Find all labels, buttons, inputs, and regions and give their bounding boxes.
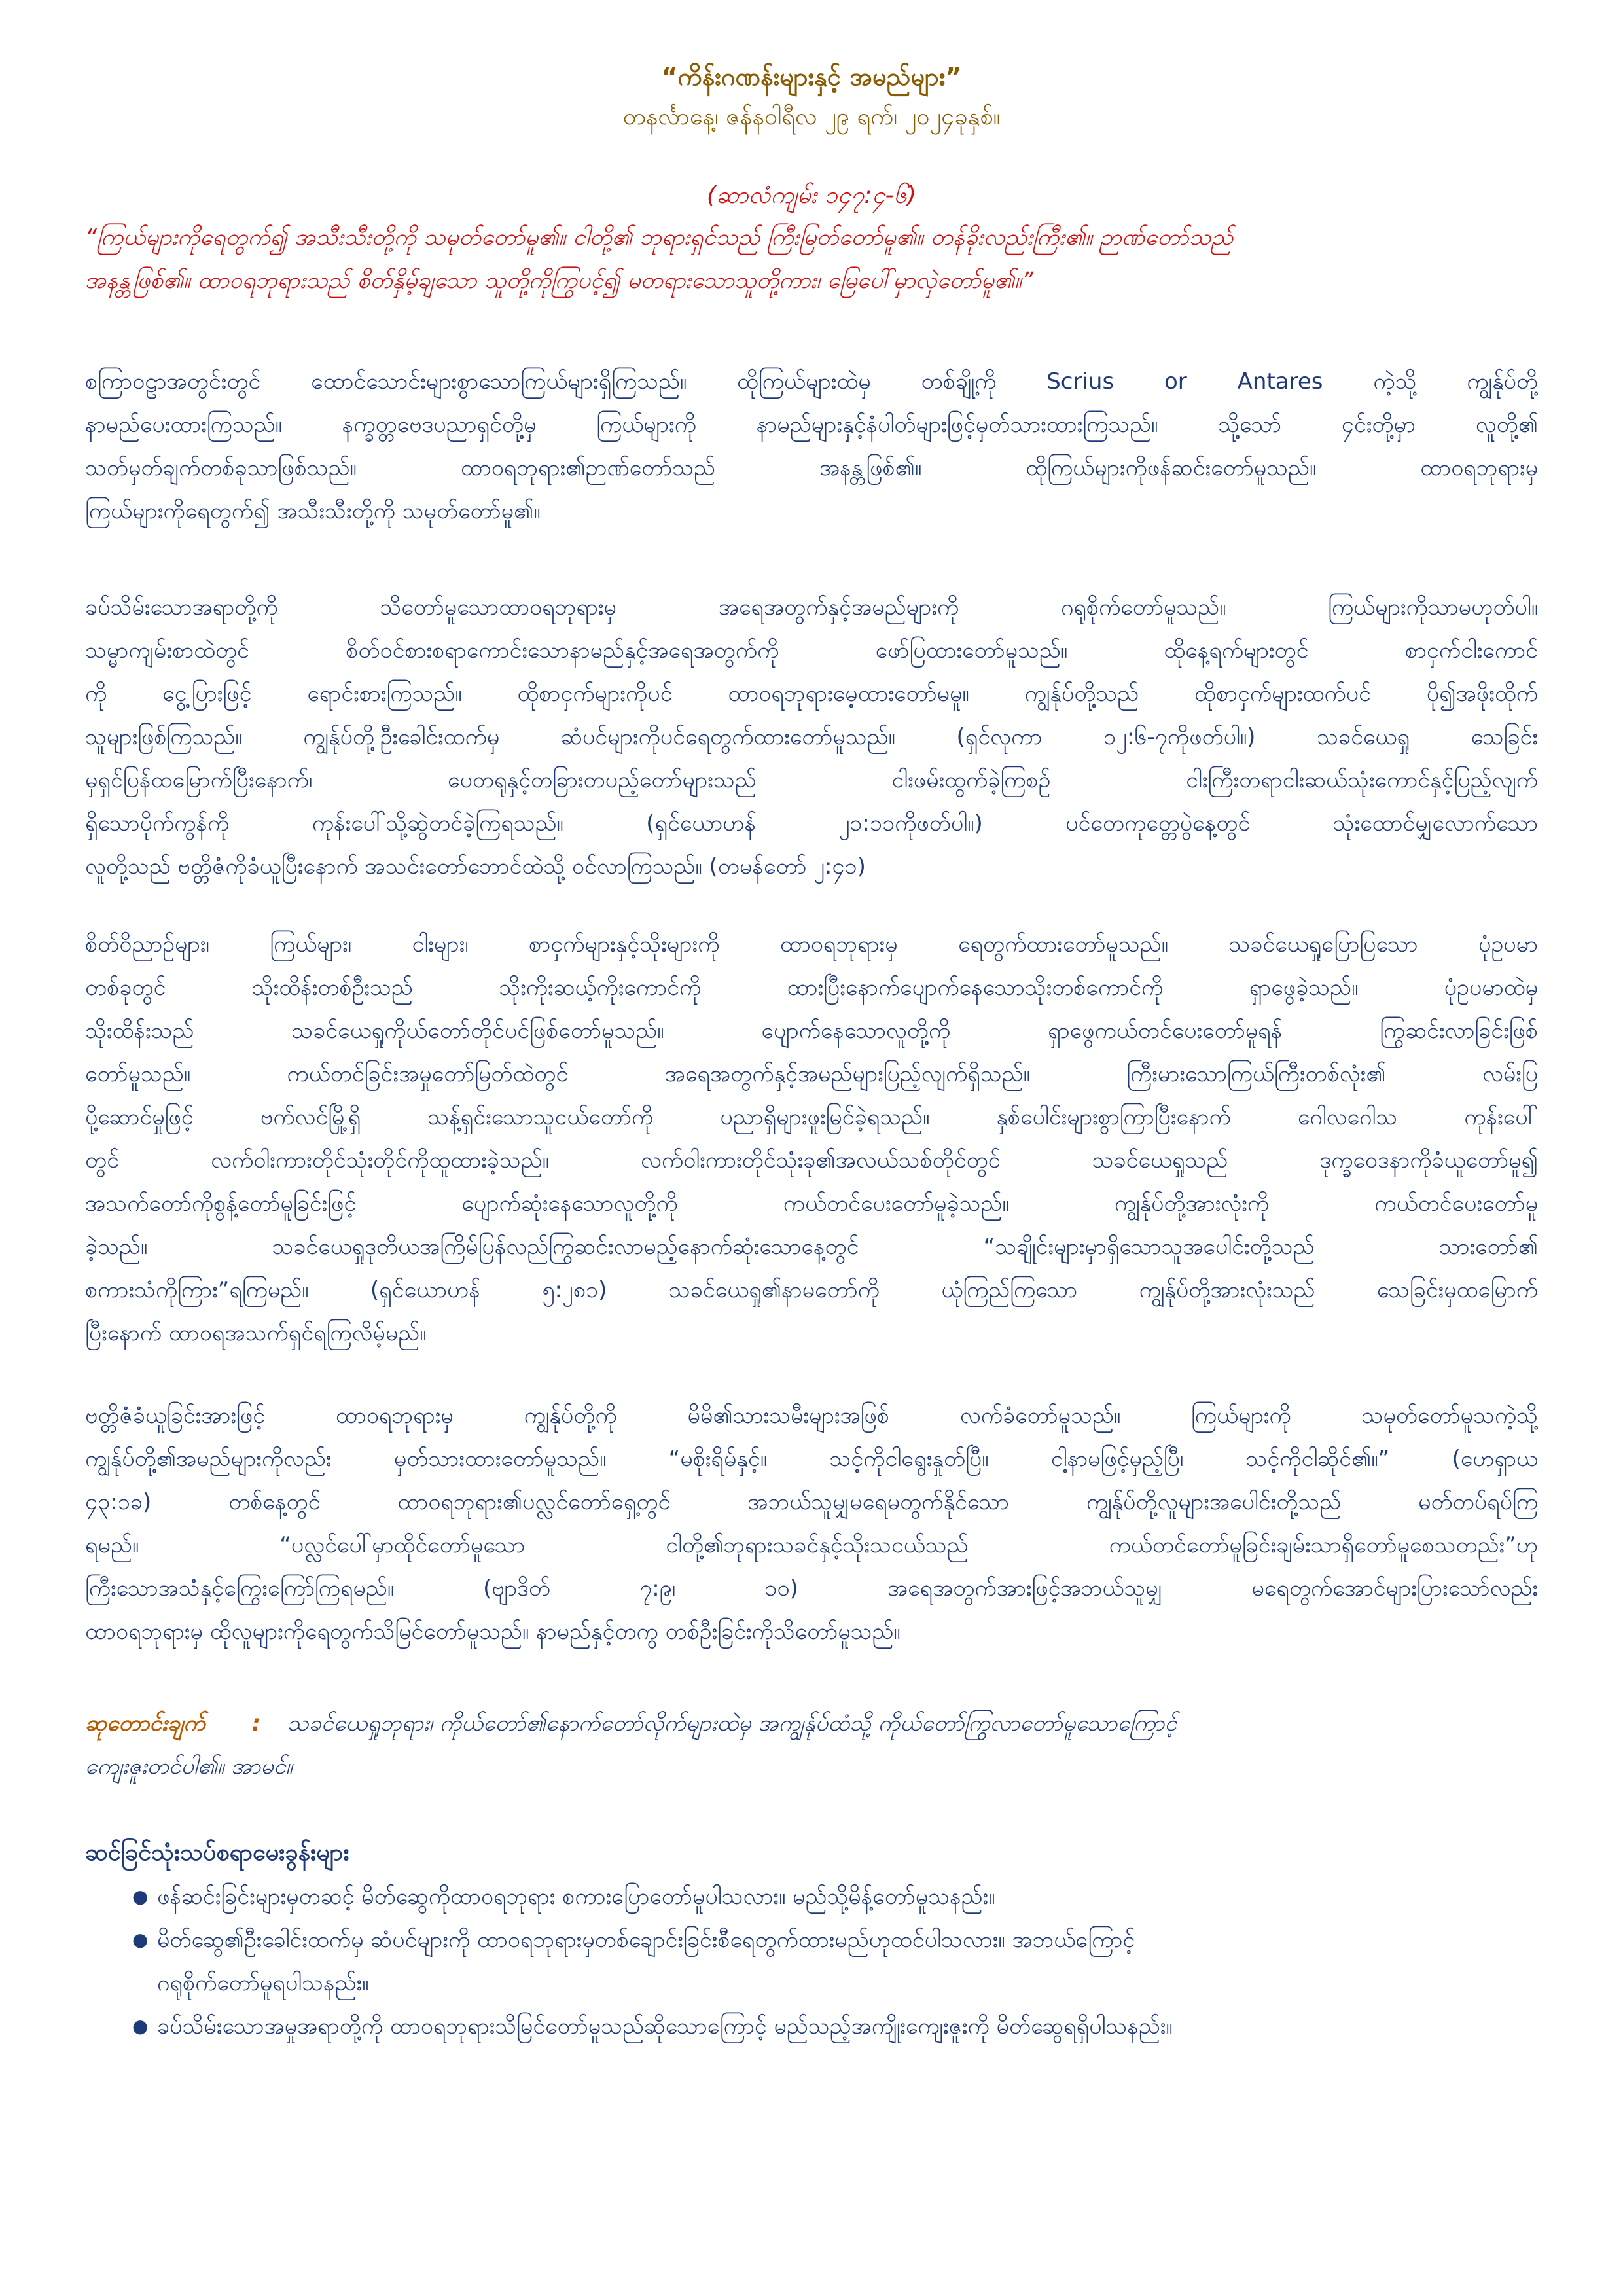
prayer-line [85,1702,1538,1745]
paragraph-line: စကားသံကိုကြား”ရကြမည်။ (ရှင်ယောဟန် ၅:၂၈၁) သခင်ယေရှု၏နာမတော်ကို ယုံကြည်ကြသော ကျွန်ုပ်တို့အားလုံးသည် သေခြင်းမှထမြောက် [85,1277,1538,1303]
question-line: မိတ်ဆွေ၏ဦးခေါင်းထက်မှ ဆံပင်များကို ထာဝရဘုရားမှတစ်ချောင်းခြင်းစီရေတွက်ထားမည်ဟုထင်ပါသလား။ အဘယ်ကြောင့် [157,1927,1135,1953]
paragraph-line: စကြာဝဠာအတွင်းတွင် ထောင်သောင်းများစွာသောကြယ်များရှိကြသည်။ ထိုကြယ်များထဲမှ တစ်ချို့ကို Scrius or Antares ကဲ့သို့ ကျွန်ုပ်တို့ [85,368,1538,395]
bullet-icon: ● [132,1886,149,1907]
questions-list [85,1875,1538,2048]
question-item [85,1875,1538,1918]
question-item [85,1918,1538,2005]
paragraph-3 [85,923,1538,1355]
paragraph-line: ရှိသောပိုက်ကွန်ကို ကုန်းပေါ်သို့ဆွဲတင်ခဲ့ကြရသည်။ (ရှင်ယောဟန် ၂၁:၁၁ကိုဖတ်ပါ။) ပင်တေကုတ္တေပွဲနေ့တွင် သုံးထောင်မျှလောက်သော [85,810,1538,836]
paragraph-line: ပို့ဆောင်မှုဖြင့် ဗက်လင်မြို့ရှိ သန့်ရှင်းသောသူငယ်တော်ကို ပညာရှိများဖူးမြင်ခဲ့ရသည်။ နှစ်ပေါင်းများစွာကြာပြီးနောက် ဂေါလဂေါသ ကုန်းပေါ် [85,1104,1538,1130]
paragraph-line: တစ်ခုတွင် သိုးထိန်းတစ်ဦးသည် သိုးကိုးဆယ့်ကိုးကောင်ကို ထားပြီးနောက်ပျောက်နေသောသိုးတစ်ကောင်ကို ရှာဖွေခဲ့သည်။ ပုံဥပမာထဲမှ [85,975,1538,1001]
paragraph-1 [85,360,1538,533]
paragraph-line: ပြီးနောက် ထာဝရအသက်ရှင်ရကြလိမ့်မည်။ [85,1320,427,1346]
paragraph-line: ကြီးသောအသံနှင့်ကြွေးကြော်ကြရမည်။ (ဗျာဒိတ် ၇:၉၊ ၁၀) အရေအတွက်အားဖြင့်အဘယ်သူမျှ မရေတွက်အောင်များပြားသော်လည်း [85,1575,1538,1602]
prayer-text-continued: ကျေးဇူးတင်ပါ၏။ အာမင်။ [85,1753,293,1780]
questions-heading: ဆင်ခြင်သုံးသပ်စရာမေးခွန်းများ [85,1839,349,1866]
verse-line: “ကြယ်များကိုရေတွက်၍ အသီးသီးတို့ကို သမုတ်တော်မူ၏။ ငါတို့၏ ဘုရားရှင်သည် ကြီးမြတ်တော်မူ၏။ တန်ခိုးလည်းကြီး၏။ ဉာဏ်တော်သည် [85,224,1234,251]
prayer-text: သခင်ယေရှုဘုရား၊ ကိုယ်တော်၏နောက်တော်လိုက်များထဲမှ အကျွန်ုပ်ထံသို့ ကိုယ်တော်ကြွလာတော်မူသောကြောင့် [287,1710,1177,1736]
verse-line: အနန္တဖြစ်၏။ ထာဝရဘုရားသည် စိတ်နှိမ့်ချသော သူတို့ကိုကြွပင့်၍ မတရားသောသူတို့ကား၊ မြေပေါ်မှာလှဲတော်မူ၏။” [85,268,1034,294]
paragraph-2 [85,586,1538,888]
paragraph-line: ရမည်။ “ပလ္လင်ပေါ်မှာထိုင်တော်မူသော ငါတို့၏ဘုရားသခင်နှင့်သိုးသငယ်သည် ကယ်တင်တော်မူခြင်းချမ်းသာရှိတော်မူစေသတည်း”ဟု [85,1532,1538,1558]
paragraph-line: သမ္မာကျမ်းစာထဲတွင် စိတ်ဝင်စားစရာကောင်းသောနာမည်နှင့်အရေအတွက်ကို ဖော်ပြထားတော်မူသည်။ ထိုနေ့ရက်များတွင် စာငှက်ငါးကောင် [85,637,1538,664]
paragraph-line: စိတ်ဝိညာဉ်များ၊ ကြယ်များ၊ ငါးများ၊ စာငှက်များနှင့်သိုးများကို ထာဝရဘုရားမှ ရေတွက်ထားတော်မူသည်။ သခင်ယေရှုပြောပြသော ပုံဥပမာ [85,931,1538,958]
prayer-separator: : [251,1710,261,1736]
question-line: ဂရုစိုက်တော်မူရပါသနည်း။ [157,1970,369,1996]
paragraph-line: အသက်တော်ကိုစွန့်တော်မူခြင်းဖြင့် ပျောက်ဆုံးနေသောလူတို့ကို ကယ်တင်ပေးတော်မူခဲ့သည်။ ကျွန်ုပ်တို့အားလုံးကို ကယ်တင်ပေးတော်မူ [85,1191,1538,1217]
paragraph-line: ကြယ်များကိုရေတွက်၍ အသီးသီးတို့ကို သမုတ်တော်မူ၏။ [85,498,541,524]
paragraph-line: ခဲ့သည်။ သခင်ယေရှုဒုတိယအကြိမ်ပြန်လည်ကြွဆင်းလာမည့်နောက်ဆုံးသောနေ့တွင် “သချိုင်းများမှာရှိသောသူအပေါင်းတို့သည် သားတော်၏ [85,1234,1538,1260]
paragraph-line: လူတို့သည် ဗတ္တိဇံကိုခံယူပြီးနောက် အသင်းတော်ဘောင်ထဲသို့ ဝင်လာကြသည်။ (တမန်တော် ၂:၄၁) [85,853,866,880]
paragraph-line: တော်မူသည်။ ကယ်တင်ခြင်းအမှုတော်မြတ်ထဲတွင် အရေအတွက်နှင့်အမည်များပြည့်လျက်ရှိသည်။ ကြီးမားသောကြယ်ကြီးတစ်လုံး၏ လမ်းပြ [85,1061,1538,1087]
paragraph-4 [85,1394,1538,1653]
paragraph-line: ၄၃:၁ခ) တစ်နေ့တွင် ထာဝရဘုရား၏ပလ္လင်တော်ရှေ့တွင် အဘယ်သူမျှမရေမတွက်နိုင်သော ကျွန်ုပ်တို့လူများအပေါင်းတို့သည် မတ်တပ်ရပ်ကြ [85,1489,1538,1515]
paragraph-line: သိုးထိန်းသည် သခင်ယေရှုကိုယ်တော်တိုင်ပင်ဖြစ်တော်မူသည်။ ပျောက်နေသောလူတို့ကို ရှာဖွေကယ်တင်ပေးတော်မူရန် ကြွဆင်းလာခြင်းဖြစ် [85,1018,1538,1044]
prayer-label: ဆုတောင်းချက် [85,1710,205,1736]
verse-reference: (ဆာလံကျမ်း ၁၄၇:၄-၆) [707,182,916,209]
paragraph-line: ခပ်သိမ်းသောအရာတို့ကို သိတော်မူသောထာဝရဘုရားမှ အရေအတွက်နှင့်အမည်များကို ဂရုစိုက်တော်မူသည်။ ကြယ်များကိုသာမဟုတ်ပါ။ [85,594,1538,620]
paragraph-line: ဗတ္တိဇံခံယူခြင်းအားဖြင့် ထာဝရဘုရားမှ ကျွန်ုပ်တို့ကို မိမိ၏သားသမီးများအဖြစ် လက်ခံတော်မူသည်။ ကြယ်များကို သမုတ်တော်မူသကဲ့သို့ [85,1403,1538,1429]
bullet-icon: ● [132,2015,149,2037]
page-date: တနင်္လာနေ့၊ ဇန်နဝါရီလ ၂၉ ရက်၊ ၂၀၂၄ခုနှစ်။ [622,103,1001,130]
paragraph-line: မှရှင်ပြန်ထမြောက်ပြီးနောက်၊ ပေတရုနှင့်တခြားတပည့်တော်များသည် ငါးဖမ်းထွက်ခဲ့ကြစဉ် ငါးကြီးတရာငါးဆယ်သုံးကောင်နှင့်ပြည့်လျက် [85,767,1538,793]
question-item [85,2005,1538,2048]
paragraph-line: ကျွန်ုပ်တို့၏အမည်များကိုလည်း မှတ်သားထားတော်မူသည်။ “မစိုးရိမ်နှင့်။ သင့်ကိုငါရွေးနှုတ်ပြီ။ ငါ့နာမဖြင့်မှည့်ပြီ၊ သင့်ကိုငါဆိုင်၏။” (ဟေရှာယ [85,1446,1538,1472]
paragraph-line: ထာဝရဘုရားမှ ထိုလူများကိုရေတွက်သိမြင်တော်မူသည်။ နာမည်နှင့်တကွ တစ်ဦးခြင်းကိုသိတော်မူသည်။ [85,1619,901,1645]
page-title: “ကိန်းဂဏန်းများနှင့် အမည်များ” [661,62,962,91]
paragraph-line: နာမည်ပေးထားကြသည်။ နက္ခတ္တဗေဒပညာရှင်တို့မှ ကြယ်များကို နာမည်များနှင့်နံပါတ်များဖြင့်မှတ်သားထားကြသည်။ သို့သော် ၄င်းတို့မှာ လူတို့၏ [85,412,1538,438]
paragraph-line: သူများဖြစ်ကြသည်။ ကျွန်ုပ်တို့ဦးခေါင်းထက်မှ ဆံပင်များကိုပင်ရေတွက်ထားတော်မူသည်။ (ရှင်လုကာ ၁၂:၆-၇ကိုဖတ်ပါ။) သခင်ယေရှု သေခြင်း [85,724,1538,750]
verse-quote [85,216,1538,302]
paragraph-line: သတ်မှတ်ချက်တစ်ခုသာဖြစ်သည်။ ထာဝရဘုရား၏ဉာဏ်တော်သည် အနန္တဖြစ်၏။ ထိုကြယ်များကိုဖန်ဆင်းတော်မူသည်။ ထာဝရဘုရားမှ [85,455,1538,481]
paragraph-line: ကို ငွေ့ပြားဖြင့် ရောင်းစားကြသည်။ ထိုစာငှက်များကိုပင် ထာဝရဘုရားမေ့ထားတော်မမူ။ ကျွန်ုပ်တို့သည် ထိုစာငှက်များထက်ပင် ပို၍အဖိုးထိုက် [85,681,1538,707]
question-line: ဖန်ဆင်းခြင်းများမှတဆင့် မိတ်ဆွေကိုထာဝရဘုရား စကားပြောတော်မူပါသလား။ မည်သို့မိန့်တော်မူသနည်း။ [157,1884,995,1910]
paragraph-line: တွင် လက်ဝါးကားတိုင်သုံးတိုင်ကိုထူထားခဲ့သည်။ လက်ဝါးကားတိုင်သုံးခု၏အလယ်သစ်တိုင်တွင် သခင်ယေရှုသည် ဒုက္ခဝေဒနာကိုခံယူတော်မူ၍ [85,1147,1538,1174]
question-line: ခပ်သိမ်းသောအမှုအရာတို့ကို ထာဝရဘုရားသိမြင်တော်မူသည်ဆိုသောကြောင့် မည်သည့်အကျိုးကျေးဇူးကို မိတ်ဆွေရရှိပါသနည်း။ [157,2013,1173,2039]
bullet-icon: ● [132,1929,149,1950]
prayer-block [85,1702,1538,1788]
